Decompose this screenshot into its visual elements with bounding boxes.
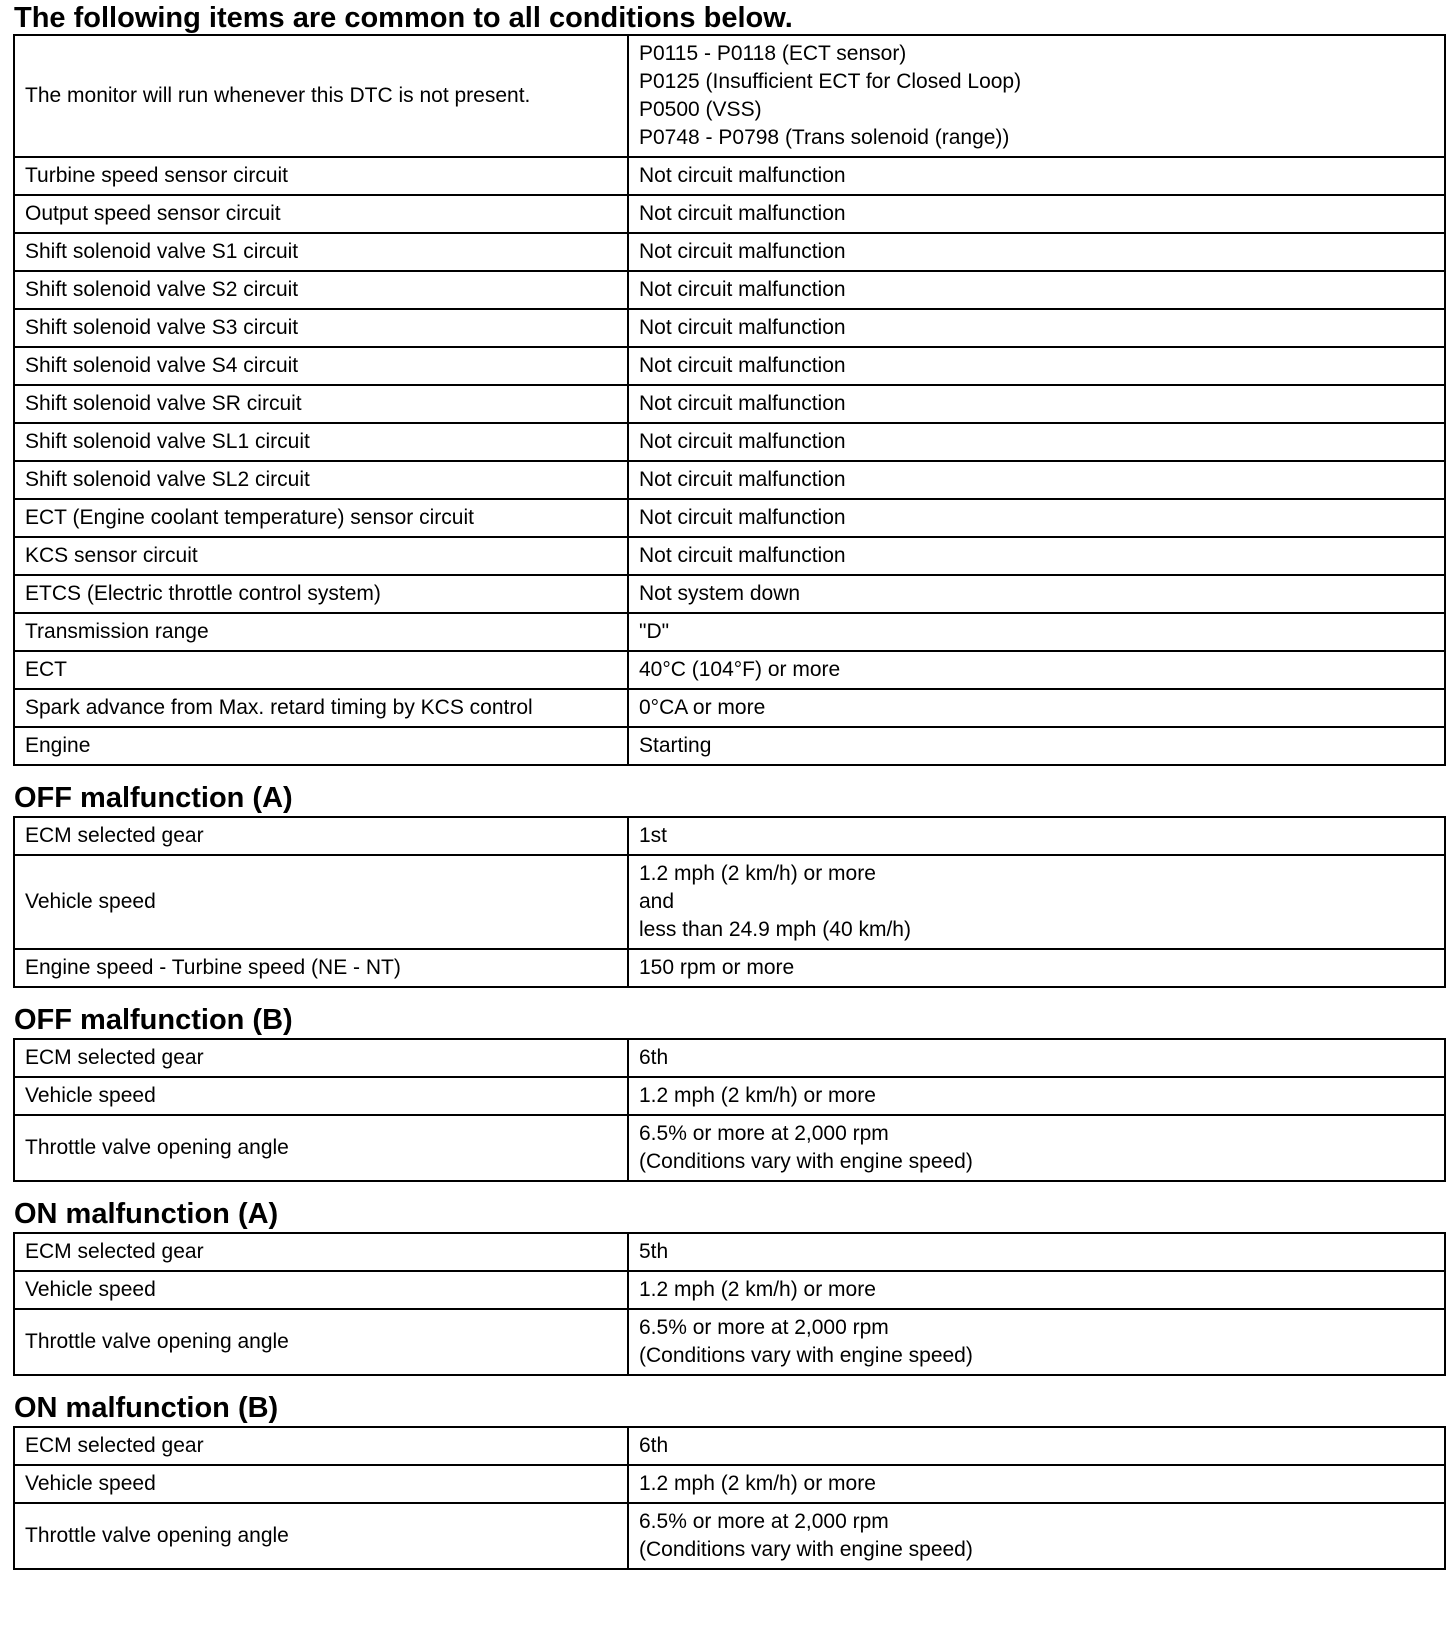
condition-item-cell: ECM selected gear [14, 1039, 628, 1077]
table-row [14, 1427, 1445, 1465]
condition-value-cell: 40°C (104°F) or more [628, 651, 1445, 689]
condition-value-cell: 1.2 mph (2 km/h) or more [628, 1271, 1445, 1309]
condition-value-cell: 1.2 mph (2 km/h) or more [628, 1077, 1445, 1115]
table-row [14, 537, 1445, 575]
table-row [14, 817, 1445, 855]
condition-item-cell: The monitor will run whenever this DTC is not present. [14, 35, 628, 157]
condition-item-cell: Engine [14, 727, 628, 765]
section-heading: ON malfunction (B) [14, 1392, 279, 1424]
table-row [14, 727, 1445, 765]
condition-item-cell: ECM selected gear [14, 817, 628, 855]
condition-value-cell: 5th [628, 1233, 1445, 1271]
table-row [14, 1309, 1445, 1375]
condition-item-cell: Engine speed - Turbine speed (NE - NT) [14, 949, 628, 987]
condition-value-cell: Not circuit malfunction [628, 385, 1445, 423]
condition-value-cell: Not circuit malfunction [628, 537, 1445, 575]
table-row [14, 423, 1445, 461]
condition-item-cell: Shift solenoid valve SL1 circuit [14, 423, 628, 461]
condition-item-cell: Vehicle speed [14, 1271, 628, 1309]
table-row [14, 461, 1445, 499]
section-spacer [0, 766, 1456, 780]
table-row [14, 1503, 1445, 1569]
table-row [14, 195, 1445, 233]
condition-item-cell: Throttle valve opening angle [14, 1115, 628, 1181]
malfunction-sections [0, 766, 1456, 1570]
condition-item-cell: Shift solenoid valve S4 circuit [14, 347, 628, 385]
condition-item-cell: Shift solenoid valve S3 circuit [14, 309, 628, 347]
common-conditions-table [13, 34, 1446, 766]
condition-value-cell: "D" [628, 613, 1445, 651]
condition-value-cell: 1.2 mph (2 km/h) or more and less than 24.9 mph (40 km/h) [628, 855, 1445, 949]
condition-value-cell: Not circuit malfunction [628, 499, 1445, 537]
table-row [14, 689, 1445, 727]
condition-value-cell: Not circuit malfunction [628, 347, 1445, 385]
condition-item-cell: ETCS (Electric throttle control system) [14, 575, 628, 613]
table-row [14, 855, 1445, 949]
condition-value-cell: 6.5% or more at 2,000 rpm (Conditions vary with engine speed) [628, 1309, 1445, 1375]
condition-value-cell: Not circuit malfunction [628, 309, 1445, 347]
condition-item-cell: Vehicle speed [14, 1077, 628, 1115]
condition-value-cell: Not circuit malfunction [628, 461, 1445, 499]
table-row [14, 1039, 1445, 1077]
table-row [14, 309, 1445, 347]
condition-value-cell: 1.2 mph (2 km/h) or more [628, 1465, 1445, 1503]
condition-item-cell: ECM selected gear [14, 1427, 628, 1465]
condition-item-cell: Shift solenoid valve S2 circuit [14, 271, 628, 309]
table-row [14, 613, 1445, 651]
condition-item-cell: Transmission range [14, 613, 628, 651]
condition-value-cell: Not system down [628, 575, 1445, 613]
condition-value-cell: Not circuit malfunction [628, 423, 1445, 461]
condition-item-cell: Shift solenoid valve SR circuit [14, 385, 628, 423]
condition-item-cell: Throttle valve opening angle [14, 1503, 628, 1569]
table-row [14, 157, 1445, 195]
table-row [14, 347, 1445, 385]
section-heading: OFF malfunction (A) [14, 782, 293, 814]
table-row [14, 651, 1445, 689]
section-spacer [0, 1182, 1456, 1196]
condition-value-cell: 1st [628, 817, 1445, 855]
condition-value-cell: Not circuit malfunction [628, 233, 1445, 271]
condition-value-cell: Not circuit malfunction [628, 271, 1445, 309]
condition-value-cell: 6.5% or more at 2,000 rpm (Conditions vary with engine speed) [628, 1115, 1445, 1181]
condition-value-cell: Not circuit malfunction [628, 157, 1445, 195]
condition-item-cell: Vehicle speed [14, 1465, 628, 1503]
condition-item-cell: Output speed sensor circuit [14, 195, 628, 233]
table-row [14, 385, 1445, 423]
condition-item-cell: Spark advance from Max. retard timing by KCS control [14, 689, 628, 727]
condition-value-cell: 6th [628, 1427, 1445, 1465]
table-row [14, 1077, 1445, 1115]
condition-item-cell: Turbine speed sensor circuit [14, 157, 628, 195]
condition-item-cell: ECT (Engine coolant temperature) sensor circuit [14, 499, 628, 537]
table-row [14, 1233, 1445, 1271]
table-row [14, 35, 1445, 157]
condition-value-cell: Starting [628, 727, 1445, 765]
condition-value-cell: 6.5% or more at 2,000 rpm (Conditions vary with engine speed) [628, 1503, 1445, 1569]
section-conditions-table [13, 1426, 1446, 1570]
table-row [14, 1465, 1445, 1503]
condition-value-cell: 150 rpm or more [628, 949, 1445, 987]
condition-value-cell: P0115 - P0118 (ECT sensor) P0125 (Insufficient ECT for Closed Loop) P0500 (VSS) P0748 - P0798 (Trans solenoid (range)) [628, 35, 1445, 157]
section-conditions-table [13, 1038, 1446, 1182]
section-spacer [0, 988, 1456, 1002]
section-heading: ON malfunction (A) [14, 1198, 279, 1230]
condition-item-cell: Shift solenoid valve S1 circuit [14, 233, 628, 271]
condition-value-cell: Not circuit malfunction [628, 195, 1445, 233]
table-row [14, 1115, 1445, 1181]
table-row [14, 499, 1445, 537]
condition-item-cell: Throttle valve opening angle [14, 1309, 628, 1375]
page-title: The following items are common to all conditions below. [14, 2, 793, 34]
condition-item-cell: KCS sensor circuit [14, 537, 628, 575]
section-heading: OFF malfunction (B) [14, 1004, 293, 1036]
condition-item-cell: ECM selected gear [14, 1233, 628, 1271]
section-spacer [0, 1376, 1456, 1390]
condition-value-cell: 0°CA or more [628, 689, 1445, 727]
condition-value-cell: 6th [628, 1039, 1445, 1077]
section-conditions-table [13, 816, 1446, 988]
condition-item-cell: Vehicle speed [14, 855, 628, 949]
section-conditions-table [13, 1232, 1446, 1376]
condition-item-cell: ECT [14, 651, 628, 689]
table-row [14, 949, 1445, 987]
table-row [14, 1271, 1445, 1309]
table-row [14, 233, 1445, 271]
table-row [14, 271, 1445, 309]
condition-item-cell: Shift solenoid valve SL2 circuit [14, 461, 628, 499]
table-row [14, 575, 1445, 613]
